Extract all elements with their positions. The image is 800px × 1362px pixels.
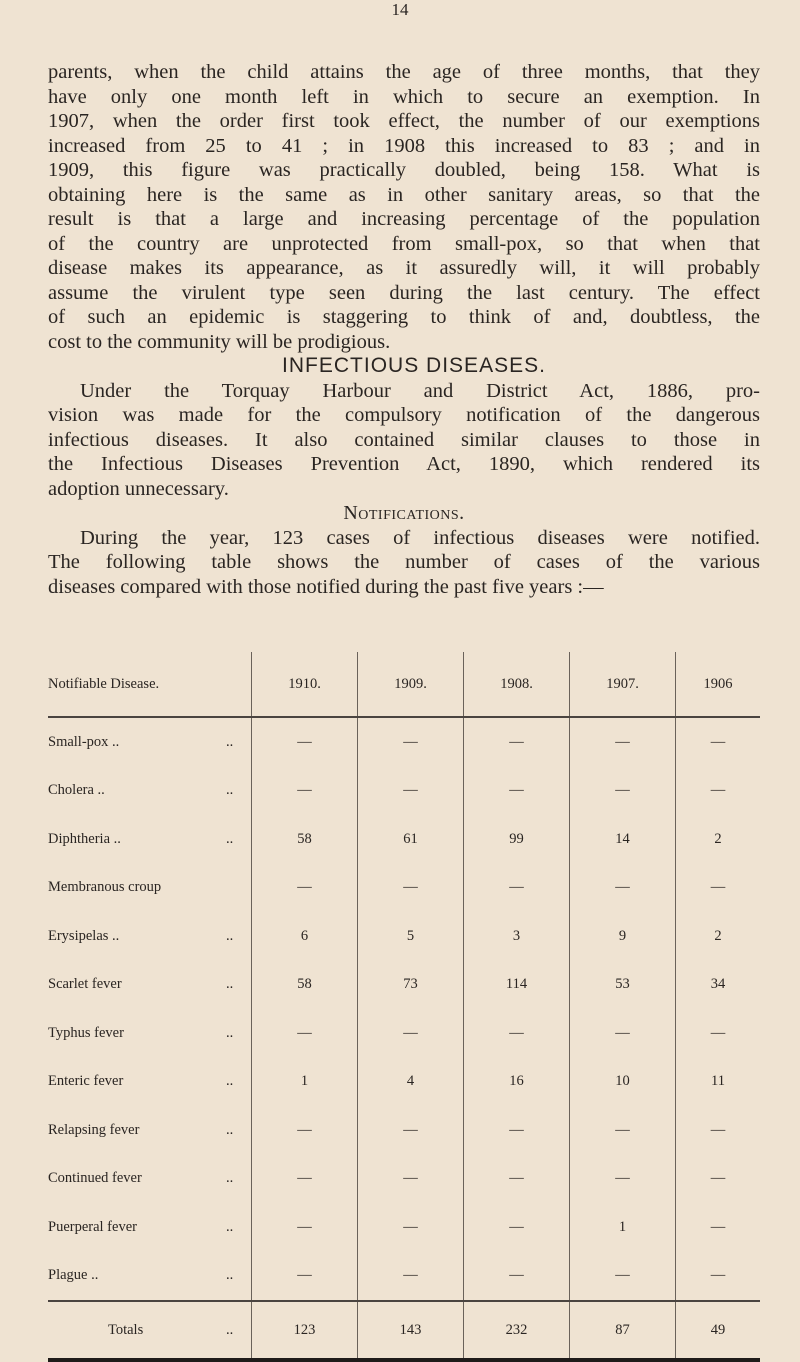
totals-label: Totals <box>108 1321 144 1338</box>
leader-dots: .. <box>226 1218 234 1235</box>
text-line: parents, when the child attains the age of three months, that they <box>48 61 760 83</box>
text-line: increased from 25 to 41 ; in 1908 this increased to 83 ; and in <box>48 134 760 157</box>
count-cell: 99 <box>464 815 570 864</box>
disease-cell <box>48 864 252 913</box>
table-row <box>48 815 760 864</box>
year-header: 1910. <box>252 652 358 717</box>
count-cell: — <box>676 1009 761 1058</box>
count-cell: 73 <box>358 961 464 1010</box>
disease-name: Diphtheria .. <box>48 830 121 847</box>
table-row <box>48 1009 760 1058</box>
table-row <box>48 1058 760 1107</box>
paragraph-notifications <box>48 526 760 600</box>
leader-dots: .. <box>226 1073 234 1090</box>
disease-cell <box>48 717 252 767</box>
text-line: have only one month left in which to secure an exemption. In <box>48 85 760 108</box>
disease-name: Continued fever <box>48 1170 142 1187</box>
count-cell: — <box>676 767 761 816</box>
text-line: result is that a large and increasing percentage of the population <box>48 208 760 230</box>
count-cell: — <box>464 1009 570 1058</box>
count-cell: — <box>252 1203 358 1252</box>
disease-name: Typhus fever <box>48 1024 124 1041</box>
text-line: the Infectious Diseases Prevention Act, 1890, which rendered its <box>48 453 760 475</box>
paragraph-vaccination <box>48 60 760 354</box>
text-line: cost to the community will be prodigious. <box>48 330 391 353</box>
count-cell: — <box>358 1106 464 1155</box>
count-cell: — <box>676 717 761 767</box>
subheading: Notifications. <box>343 502 465 524</box>
total-cell: 232 <box>464 1301 570 1360</box>
leader-dots: .. <box>226 1024 234 1041</box>
count-cell: 34 <box>676 961 761 1010</box>
count-cell: 58 <box>252 815 358 864</box>
page-number: 14 <box>391 0 409 19</box>
count-cell: 6 <box>252 912 358 961</box>
disease-cell <box>48 1203 252 1252</box>
count-cell: — <box>570 1252 676 1302</box>
count-cell: — <box>464 767 570 816</box>
text-line: diseases compared with those notified during the past five years :— <box>48 575 604 598</box>
totals-label-cell <box>48 1301 252 1360</box>
body-text <box>48 60 760 599</box>
count-cell: — <box>676 864 761 913</box>
table-header-row <box>48 652 760 717</box>
count-cell: — <box>358 1203 464 1252</box>
count-cell: 16 <box>464 1058 570 1107</box>
text-line: 1909, this figure was practically doubled, being 158. What is <box>48 159 760 181</box>
count-cell: 2 <box>676 912 761 961</box>
total-cell: 123 <box>252 1301 358 1360</box>
total-cell: 49 <box>676 1301 761 1360</box>
count-cell: 114 <box>464 961 570 1010</box>
disease-cell <box>48 815 252 864</box>
count-cell: — <box>464 717 570 767</box>
table-row <box>48 717 760 767</box>
count-cell: — <box>570 1106 676 1155</box>
table-row <box>48 767 760 816</box>
count-cell: — <box>570 717 676 767</box>
count-cell: — <box>252 1009 358 1058</box>
count-cell: — <box>252 1155 358 1204</box>
disease-header: Notifiable Disease. <box>48 652 252 717</box>
text-line: of such an epidemic is staggering to think of and, doubtless, the <box>48 306 760 328</box>
count-cell: — <box>464 1106 570 1155</box>
count-cell: — <box>358 1009 464 1058</box>
count-cell: — <box>676 1155 761 1204</box>
count-cell: 10 <box>570 1058 676 1107</box>
count-cell: — <box>676 1106 761 1155</box>
text-line: infectious diseases. It also contained similar clauses to those in <box>48 428 760 451</box>
count-cell: — <box>358 1252 464 1302</box>
text-line: 1907, when the order first took effect, the number of our exemptions <box>48 110 760 132</box>
text-line: adoption unnecessary. <box>48 477 229 500</box>
text-line: of the country are unprotected from small-pox, so that when that <box>48 232 760 255</box>
count-cell: 58 <box>252 961 358 1010</box>
disease-name: Small-pox .. <box>48 733 120 750</box>
count-cell: — <box>252 864 358 913</box>
count-cell: — <box>464 1155 570 1204</box>
count-cell: 2 <box>676 815 761 864</box>
count-cell: — <box>464 1203 570 1252</box>
leader-dots: .. <box>226 927 234 944</box>
count-cell: — <box>570 864 676 913</box>
text-line: vision was made for the compulsory notification of the dangerous <box>48 404 760 426</box>
count-cell: 9 <box>570 912 676 961</box>
total-cell: 87 <box>570 1301 676 1360</box>
count-cell: 1 <box>252 1058 358 1107</box>
count-cell: — <box>570 1009 676 1058</box>
table-row <box>48 1106 760 1155</box>
count-cell: — <box>570 767 676 816</box>
table-row <box>48 912 760 961</box>
text-line: Under the Torquay Harbour and District Act, 1886, pro- <box>80 379 760 402</box>
disease-cell <box>48 961 252 1010</box>
totals-row <box>48 1301 760 1360</box>
text-line: assume the virulent type seen during the last century. The effect <box>48 281 760 304</box>
leader-dots: .. <box>226 782 234 799</box>
year-header: 1907. <box>570 652 676 717</box>
count-cell: — <box>464 864 570 913</box>
count-cell: 5 <box>358 912 464 961</box>
year-header: 1908. <box>464 652 570 717</box>
leader-dots: .. <box>226 1267 234 1284</box>
count-cell: 1 <box>570 1203 676 1252</box>
table-row <box>48 961 760 1010</box>
count-cell: 61 <box>358 815 464 864</box>
count-cell: — <box>252 767 358 816</box>
table-row <box>48 1155 760 1204</box>
leader-dots: .. <box>226 830 234 847</box>
leader-dots: .. <box>226 976 234 993</box>
disease-name: Scarlet fever <box>48 976 122 993</box>
disease-name: Erysipelas .. <box>48 927 120 944</box>
year-header: 1906 <box>676 652 761 717</box>
text-line: obtaining here is the same as in other sanitary areas, so that the <box>48 183 760 206</box>
table-row <box>48 1203 760 1252</box>
count-cell: — <box>570 1155 676 1204</box>
disease-cell <box>48 1252 252 1302</box>
table-row <box>48 864 760 913</box>
section-heading: INFECTIOUS DISEASES. <box>282 354 546 377</box>
disease-name: Plague .. <box>48 1267 99 1284</box>
disease-name: Relapsing fever <box>48 1121 140 1138</box>
leader-dots: .. <box>226 733 234 750</box>
disease-cell <box>48 912 252 961</box>
disease-name: Puerperal fever <box>48 1218 137 1235</box>
text-line: The following table shows the number of cases of the various <box>48 551 760 573</box>
text-line: During the year, 123 cases of infectious diseases were notified. <box>80 526 760 549</box>
count-cell: 4 <box>358 1058 464 1107</box>
year-header: 1909. <box>358 652 464 717</box>
count-cell: 14 <box>570 815 676 864</box>
disease-cell <box>48 1155 252 1204</box>
count-cell: — <box>252 1106 358 1155</box>
count-cell: 11 <box>676 1058 761 1107</box>
count-cell: — <box>252 717 358 767</box>
count-cell: — <box>252 1252 358 1302</box>
leader-dots: .. <box>226 1121 234 1138</box>
count-cell: — <box>464 1252 570 1302</box>
count-cell: 53 <box>570 961 676 1010</box>
disease-cell <box>48 1106 252 1155</box>
disease-cell <box>48 1058 252 1107</box>
count-cell: — <box>358 864 464 913</box>
leader-dots: .. <box>226 1321 234 1338</box>
disease-name: Cholera .. <box>48 782 105 799</box>
leader-dots: .. <box>226 1170 234 1187</box>
notifications-table <box>48 652 760 1362</box>
disease-name: Membranous croup <box>48 879 162 896</box>
disease-name: Enteric fever <box>48 1073 124 1090</box>
table-row <box>48 1252 760 1302</box>
disease-cell <box>48 767 252 816</box>
count-cell: — <box>676 1252 761 1302</box>
count-cell: — <box>358 767 464 816</box>
count-cell: — <box>676 1203 761 1252</box>
count-cell: 3 <box>464 912 570 961</box>
count-cell: — <box>358 717 464 767</box>
disease-cell <box>48 1009 252 1058</box>
paragraph-act <box>48 379 760 502</box>
total-cell: 143 <box>358 1301 464 1360</box>
count-cell: — <box>358 1155 464 1204</box>
text-line: disease makes its appearance, as it assuredly will, it will probably <box>48 257 760 279</box>
